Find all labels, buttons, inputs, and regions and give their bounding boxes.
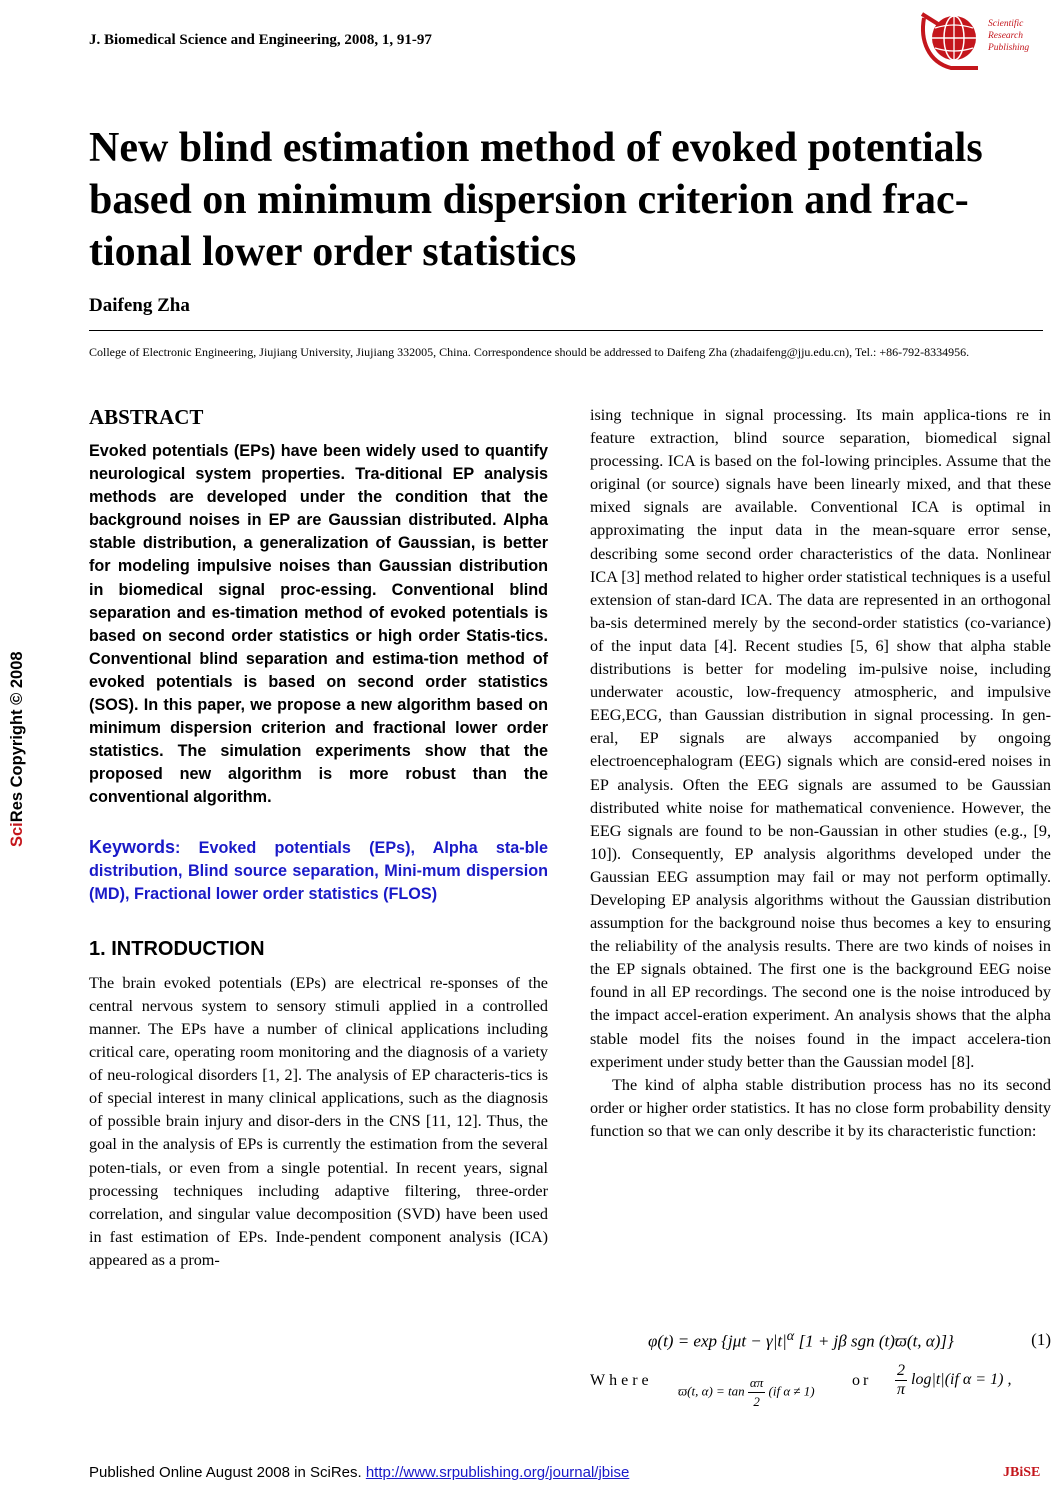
varpi-alternative: $\frac{2}{\pi}$ log|t|(if α = 1) , <box>896 1362 1012 1398</box>
keywords-label: Keywords <box>89 836 176 857</box>
introduction-heading: 1. INTRODUCTION <box>89 937 265 960</box>
affiliation: College of Electronic Engineering, Jiujiang University, Jiujiang 332005, China. Correspondence should be addressed to Daifeng Zha (zhadaifeng@jju.edu.cn), Tel.: +86-792-8334956. <box>89 345 970 359</box>
equation-1-number: (1) <box>1031 1330 1051 1349</box>
footer-publication: Published Online August 2008 in SciRes. http://www.srpublishing.org/journal/jbise <box>89 1464 630 1481</box>
globe-logo-icon <box>918 10 984 72</box>
side-copyright: SciRes Copyright © 2008 <box>8 651 26 847</box>
keywords <box>89 836 548 906</box>
keywords-text: : Evoked potentials (EPs), Alpha sta-ble distribution, Blind source separation, Mini-mum dispersion (MD), Fractional lower order statistics (FLOS) <box>89 838 548 903</box>
footer-journal-abbrev: JBiSE <box>1003 1465 1041 1480</box>
intro-paragraph-1-continued: ising technique in signal processing. Its main applica-tions re in feature extraction, blind source separation, biomedical signal processing. ICA is based on the fol-lowing principles. Assume that the original (or source) signals have been linearly mixed, and that these mixed signals are available. Conventional ICA is optimal in approximating the input data in the mean-square error sense, describing some second order characteristics of the data. Nonlinear ICA [3] method related to higher order statistical techniques is a useful extension of stan-dard ICA. The data are represented in an orthogonal ba-sis determined merely by the second-order statistics (co-variance) of the input data [4]. Recent studies [5, 6] show that alpha stable distributions is better for modeling im-pulsive noise, including underwater acoustic, low-frequency atmospheric, and impulsive EEG,ECG, than Gaussian distribution in signal processing. In gen-eral, EP signals are always accompanied by ongoing electroencephalogram (EEG) signals which are consid-ered noises in EP analysis. Often the EEG signals are assumed to be Gaussian distributed white noise for mathematical convenience. However, the EEG signals are found to be non-Gaussian in other studies (e.g., [9, 10]). Consequently, EP analysis algorithms developed under the Gaussian EEG assumption may fail or may not perform optimally. Developing EP analysis algorithms without the Gaussian distribution assumption for the background noise thus becomes a key to ensuring the reliability of the analysis results. There are two kinds of noises in the EP signals obtained. The first one is the background EEG noise found in all EP recordings. The second one is the noise introduced by the impact accel-eration experiment. An analysis shows that the alpha stable model fits the noises found in the impact accelera-tion experiment under study better than the Gaussian model [8]. <box>590 406 1051 1071</box>
publisher-logo <box>914 6 1056 78</box>
journal-url-link[interactable]: http://www.srpublishing.org/journal/jbise <box>365 1464 630 1481</box>
where-label: Where <box>590 1372 653 1389</box>
journal-citation: J. Biomedical Science and Engineering, 2008, 1, 91-97 <box>89 32 432 48</box>
intro-paragraph-2: The kind of alpha stable distribution process has no its second order or higher order statistics. It has no close form probability density function so that we can only describe it by its characteristic function: <box>590 1075 1051 1140</box>
logo-text: Scientific Research Publishing <box>988 19 1030 53</box>
equation-where-line <box>590 1362 1051 1412</box>
abstract-text: Evoked potentials (EPs) have been widely used to quantify neurological system properties. Tra-ditional EP analysis methods are developed under the condition that the background noises in EP are Gaussian distributed. Alpha stable distribution, a generalization of Gaussian, is better for modeling impulsive noises than Gaussian distribution in biomedical signal proc-essing. Conventional blind separation and es-timation method of evoked potentials is based on second order statistics or high order Statis-tics. Conventional blind separation and estima-tion method of evoked potentials is based on second order statistics (SOS). In this paper, we propose a new algorithm based on minimum dispersion criterion and fractional lower order statistics. The simulation experiments show that the proposed new algorithm is more robust than the conventional algorithm. <box>89 442 548 807</box>
equation-1-body: $\varphi(t) = \exp \{j\mu t - \gamma|t|^\alpha$ [1 + jβ sgn (t)ϖ(t, α)]} <box>648 1328 954 1351</box>
or-label: or <box>852 1372 872 1389</box>
fraction: $\frac{\alpha\pi}{2}$ <box>749 1375 764 1409</box>
intro-paragraph-1: The brain evoked potentials (EPs) are electrical re-sponses of the central nervous system to sensory stimuli applied in a controlled manner. The EPs have a number of clinical applications including critical care, operating room monitoring and the diagnosis of a variety of neu-rological disorders [1, 2]. The analysis of EP characteris-tics is of special interest in many clinical applications, such as the diagnosis of possible brain injury and disor-ders in the CNS [11, 12]. Thus, the goal in the analysis of EPs is currently the estimation from the several poten-tials, or even from a single potential. In recent years, signal processing techniques including adaptive filtering, three-order correlation, and singular value decomposition (SVD) have been used in fast estimation of EPs. Inde-pendent component analysis (ICA) appeared as a prom- <box>89 973 548 1269</box>
varpi-definition: ϖ(t, α) = tan $\frac{\alpha\pi}{2}$ (if α ≠ 1) <box>678 1375 815 1409</box>
left-column <box>89 404 548 1272</box>
right-column <box>590 404 1051 1143</box>
abstract-heading: ABSTRACT <box>89 405 204 429</box>
equation-1 <box>590 1322 1051 1362</box>
divider <box>89 330 1043 331</box>
fraction: $\frac{2}{\pi}$ <box>896 1362 905 1398</box>
author-name: Daifeng Zha <box>89 295 190 316</box>
paper-title: New blind estimation method of evoked potentials based on minimum dispersion criterion and frac-tional lower order statistics <box>89 125 983 275</box>
